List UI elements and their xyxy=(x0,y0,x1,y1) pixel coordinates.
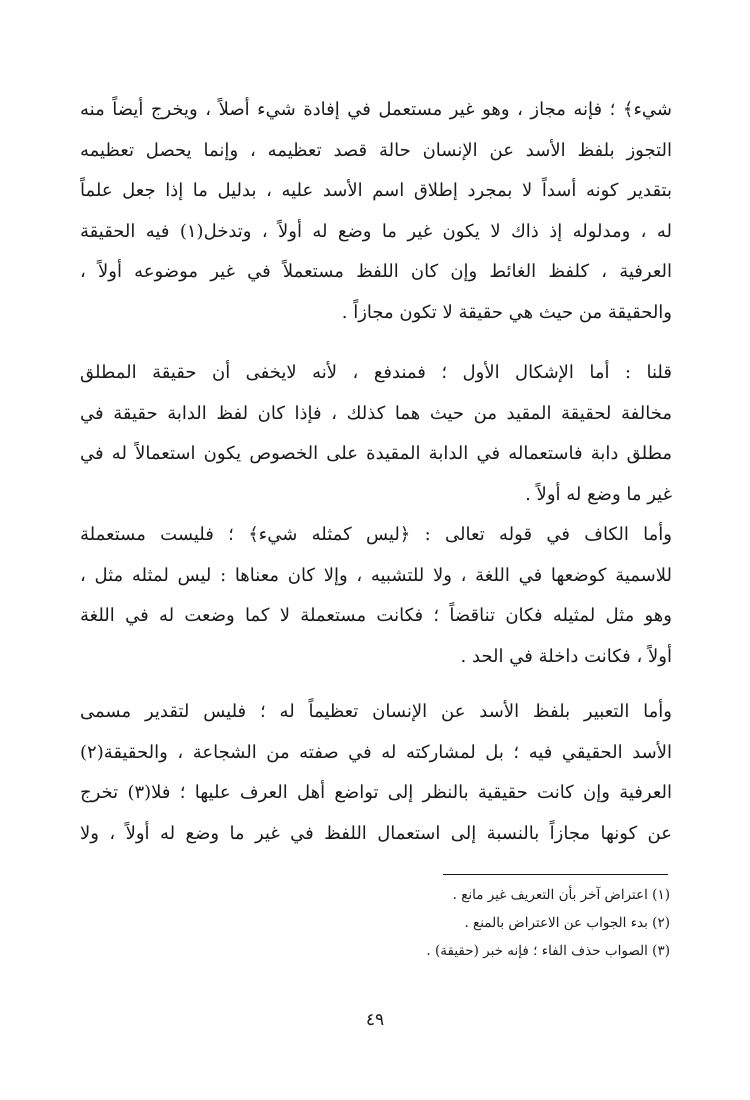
footnote-1: (١) اعتراض آخر بأن التعريف غير مانع . xyxy=(452,887,670,903)
footnote-3: (٣) الصواب حذف الفاء ؛ فإنه خبر (حقيقة) . xyxy=(426,943,670,959)
footnote-separator xyxy=(443,874,668,875)
paragraph-1 xyxy=(80,90,672,333)
text-line: أولاً ، فكانت داخلة في الحد . xyxy=(460,645,672,667)
text-line: العرفية وإن كانت حقيقية بالنظر إلى تواضع أهل العرف عليها ؛ فلا(٣) تخرج xyxy=(80,782,672,803)
text-line: مخالفة لحقيقة المقيد من حيث هما كذلك ، فإذا كان لفظ الدابة حقيقة في xyxy=(80,402,672,424)
text-line: عن كونها مجازاً بالنسبة إلى استعمال اللفظ في غير ما وضع له أولاً ، ولا xyxy=(80,822,672,844)
footnote-2: (٢) بدء الجواب عن الاعتراض بالمنع . xyxy=(464,915,670,931)
text-line: وهو مثل لمثيله فكان تناقضاً ؛ فكانت مستعملة لا كما وضعت له في اللغة xyxy=(80,605,672,626)
text-line: قلنا : أما الإشكال الأول ؛ فمندفع ، لأنه لايخفى أن حقيقة المطلق xyxy=(80,362,672,383)
page-number: ٤٩ xyxy=(365,1010,385,1030)
text-line: شيء﴾ ؛ فإنه مجاز ، وهو غير مستعمل في إفادة شيء أصلاً ، ويخرج أيضاً منه xyxy=(80,99,672,120)
text-line: مطلق دابة فاستعماله في الدابة المقيدة على الخصوص يكون استعمالاً له في xyxy=(80,443,672,464)
text-line: التجوز بلفظ الأسد عن الإنسان حالة قصد تعظيمه ، وإنما يحصل تعظيمه xyxy=(80,139,672,161)
text-line: غير ما وضع له أولاً . xyxy=(525,483,672,505)
text-line: والحقيقة من حيث هي حقيقة لا تكون مجازاً . xyxy=(341,301,672,323)
text-line: للاسمية كوضعها في اللغة ، ولا للتشبيه ، وإلا كان معناها : ليس لمثله مثل ، xyxy=(80,564,672,586)
paragraph-4 xyxy=(80,692,672,854)
text-line: العرفية ، كلفظ الغائط وإن كان اللفظ مستعملاً في غير موضوعه أولاً ، xyxy=(80,261,672,282)
text-line: له ، ومدلوله إذ ذاك لا يكون غير ما وضع له أولاً ، وتدخل(١) فيه الحقيقة xyxy=(80,220,672,242)
paragraph-2 xyxy=(80,353,672,515)
text-line: الأسد الحقيقي فيه ؛ بل لمشاركته له في صفته من الشجاعة ، والحقيقة(٢) xyxy=(80,741,672,763)
text-line: بتقدير كونه أسداً لا بمجرد إطلاق اسم الأسد عليه ، بدليل ما إذا جعل علماً xyxy=(80,180,672,201)
text-line: وأما الكاف في قوله تعالى : ﴿ليس كمثله شيء﴾ ؛ فليست مستعملة xyxy=(80,524,672,545)
text-line: وأما التعبير بلفظ الأسد عن الإنسان تعظيماً له ؛ فليس لتقدير مسمى xyxy=(80,701,672,722)
paragraph-3 xyxy=(80,515,672,677)
footnotes xyxy=(270,881,670,965)
